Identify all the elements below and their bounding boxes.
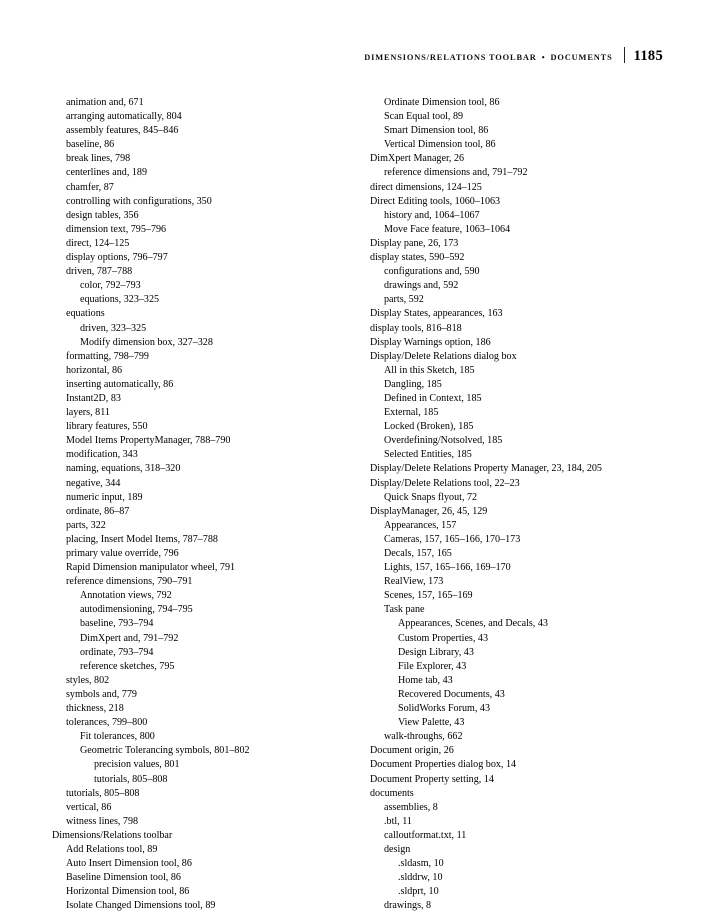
index-entry: arranging automatically, 804 (66, 111, 182, 123)
index-entry: reference dimensions and, 791–792 (384, 167, 528, 179)
index-entry: Display/Delete Relations Property Manager, 23, 184, 205 (370, 463, 602, 475)
index-entry: Vertical Dimension tool, 86 (384, 139, 496, 151)
index-entry: Display pane, 26, 173 (370, 237, 459, 249)
index-entry: display states, 590–592 (370, 252, 465, 264)
index-entry: Ordinate Dimension tool, 86 (384, 97, 500, 108)
index-entry: Task pane (384, 604, 425, 616)
index-entry: driven, 787–788 (66, 266, 133, 278)
index-entry: Isolate Changed Dimensions tool, 89 (66, 900, 216, 912)
index-entry: Overdefining/Notsolved, 185 (384, 435, 503, 447)
index-entry: .sldasm, 10 (398, 858, 444, 870)
index-entry: Display Warnings option, 186 (370, 336, 491, 348)
index-entry: parts, 592 (384, 294, 424, 306)
index-entry: Design Library, 43 (398, 646, 474, 658)
index-entry: Display/Delete Relations tool, 22–23 (370, 477, 520, 489)
index-entry: numeric input, 189 (66, 491, 143, 503)
index-entry: Cameras, 157, 165–166, 170–173 (384, 533, 521, 545)
index-entry: Baseline Dimension tool, 86 (66, 872, 181, 884)
index-entry: design (384, 843, 411, 855)
index-entry: Scan Equal tool, 89 (384, 111, 464, 123)
index-columns (52, 96, 665, 913)
index-entry: layers, 811 (66, 407, 110, 419)
index-entry: Model Items PropertyManager, 788–790 (66, 435, 231, 447)
index-entry: DimXpert Manager, 26 (370, 153, 465, 165)
index-entry: primary value override, 796 (66, 548, 179, 559)
index-entry: Dangling, 185 (384, 378, 442, 390)
index-entry: SolidWorks Forum, 43 (398, 703, 491, 715)
running-head-bullet: • (541, 53, 546, 62)
index-entry: .sldprt, 10 (398, 886, 439, 898)
index-entry: equations (66, 308, 105, 320)
index-entry: display tools, 816–818 (370, 322, 462, 334)
index-entry: Auto Insert Dimension tool, 86 (66, 858, 192, 870)
index-entry: .slddrw, 10 (398, 872, 443, 884)
index-entry: Scenes, 157, 165–169 (384, 590, 473, 602)
index-entry: Direct Editing tools, 1060–1063 (370, 195, 501, 207)
index-entry: DimXpert and, 791–792 (80, 632, 179, 644)
running-head-rule (624, 47, 625, 63)
index-entry: tutorials, 805–808 (94, 773, 168, 785)
index-entry: configurations and, 590 (384, 266, 480, 278)
index-entry: Document Property setting, 14 (370, 773, 494, 785)
index-entry: controlling with configurations, 350 (66, 195, 212, 207)
index-entry: Geometric Tolerancing symbols, 801–802 (80, 745, 250, 757)
index-column-right (370, 96, 658, 913)
index-entry: Instant2D, 83 (66, 392, 121, 404)
index-column-left (52, 96, 340, 913)
index-entry: ordinate, 86–87 (66, 505, 130, 517)
index-entry: reference dimensions, 790–791 (66, 576, 193, 588)
index-entry: library features, 550 (66, 421, 148, 433)
index-entry: parts, 322 (66, 519, 106, 531)
index-entry: styles, 802 (66, 674, 110, 686)
index-entry: RealView, 173 (384, 576, 444, 588)
index-entry: design tables, 356 (66, 209, 139, 221)
index-entry: Rapid Dimension manipulator wheel, 791 (66, 562, 236, 574)
index-entry: assemblies, 8 (384, 801, 438, 813)
index-entry: Lights, 157, 165–166, 169–170 (384, 562, 511, 574)
index-entry: Appearances, 157 (384, 519, 457, 531)
index-entry: Modify dimension box, 327–328 (80, 336, 213, 348)
index-entry: tolerances, 799–800 (66, 717, 148, 729)
index-entry: Move Face feature, 1063–1064 (384, 223, 511, 235)
index-entry: Display States, appearances, 163 (370, 308, 503, 320)
index-entry: All in this Sketch, 185 (384, 364, 475, 376)
index-entry: Custom Properties, 43 (398, 632, 489, 644)
index-entry: Display/Delete Relations dialog box (370, 350, 517, 362)
index-entry: ordinate, 793–794 (80, 646, 154, 658)
index-entry: DisplayManager, 26, 45, 129 (370, 505, 488, 517)
index-entry: baseline, 86 (66, 139, 115, 151)
index-entry: reference sketches, 795 (80, 660, 175, 672)
index-entry: Document origin, 26 (370, 745, 454, 757)
index-entry: drawings and, 592 (384, 280, 459, 292)
index-entry: chamfer, 87 (66, 181, 114, 193)
index-entry: Recovered Documents, 43 (398, 688, 505, 700)
index-entry: .btl, 11 (384, 815, 412, 827)
index-entry: Home tab, 43 (398, 674, 453, 686)
index-entry: history and, 1064–1067 (384, 209, 480, 221)
running-head-left: DIMENSIONS/RELATIONS TOOLBAR (364, 53, 537, 62)
index-entry: autodimensioning, 794–795 (80, 604, 193, 616)
index-entry: precision values, 801 (94, 759, 180, 771)
index-entry: vertical, 86 (66, 801, 112, 813)
index-entry: dimension text, 795–796 (66, 223, 167, 235)
index-entry: display options, 796–797 (66, 252, 168, 264)
index-entry: color, 792–793 (80, 280, 141, 292)
running-head-right: DOCUMENTS (550, 53, 613, 62)
index-entry: Locked (Broken), 185 (384, 421, 474, 433)
index-entry: Fit tolerances, 800 (80, 731, 155, 743)
index-entry: inserting automatically, 86 (66, 378, 174, 390)
index-entry: File Explorer, 43 (398, 660, 467, 672)
index-entry: Dimensions/Relations toolbar (52, 829, 173, 841)
index-entry: negative, 344 (66, 477, 121, 489)
index-entry: drawings, 8 (384, 900, 432, 912)
index-entry: Quick Snaps flyout, 72 (384, 491, 478, 503)
index-entry: baseline, 793–794 (80, 618, 154, 630)
index-entry: modification, 343 (66, 449, 138, 461)
index-entry: centerlines and, 189 (66, 167, 148, 179)
page-number: 1185 (633, 48, 663, 64)
index-entry: equations, 323–325 (80, 294, 160, 306)
index-entry: Add Relations tool, 89 (66, 843, 158, 855)
index-entry: walk-throughs, 662 (384, 731, 463, 743)
index-entry: direct dimensions, 124–125 (370, 181, 482, 193)
index-entry: Decals, 157, 165 (384, 548, 452, 559)
index-entry: Appearances, Scenes, and Decals, 43 (398, 618, 548, 630)
index-entry: driven, 323–325 (80, 322, 147, 334)
index-entry: Smart Dimension tool, 86 (384, 125, 489, 137)
index-entry: placing, Insert Model Items, 787–788 (66, 533, 218, 545)
index-entry: animation and, 671 (66, 97, 144, 108)
index-entry: Annotation views, 792 (80, 590, 172, 602)
index-entry: thickness, 218 (66, 703, 124, 715)
index-entry: documents (370, 787, 414, 799)
index-entry: Document Properties dialog box, 14 (370, 759, 517, 771)
index-entry: witness lines, 798 (66, 815, 139, 827)
index-entry: View Palette, 43 (398, 717, 465, 729)
index-entry: direct, 124–125 (66, 237, 130, 249)
index-entry: horizontal, 86 (66, 364, 123, 376)
index-entry: Selected Entities, 185 (384, 449, 472, 461)
index-entry: Defined in Context, 185 (384, 392, 482, 404)
index-entry: calloutformat.txt, 11 (384, 829, 467, 841)
running-head (52, 44, 663, 66)
index-entry: Horizontal Dimension tool, 86 (66, 886, 190, 898)
index-entry: tutorials, 805–808 (66, 787, 140, 799)
index-entry: assembly features, 845–846 (66, 125, 179, 137)
index-entry: naming, equations, 318–320 (66, 463, 181, 475)
index-entry: formatting, 798–799 (66, 350, 149, 362)
index-entry: symbols and, 779 (66, 688, 137, 700)
index-entry: External, 185 (384, 407, 439, 419)
index-entry: break lines, 798 (66, 153, 131, 165)
